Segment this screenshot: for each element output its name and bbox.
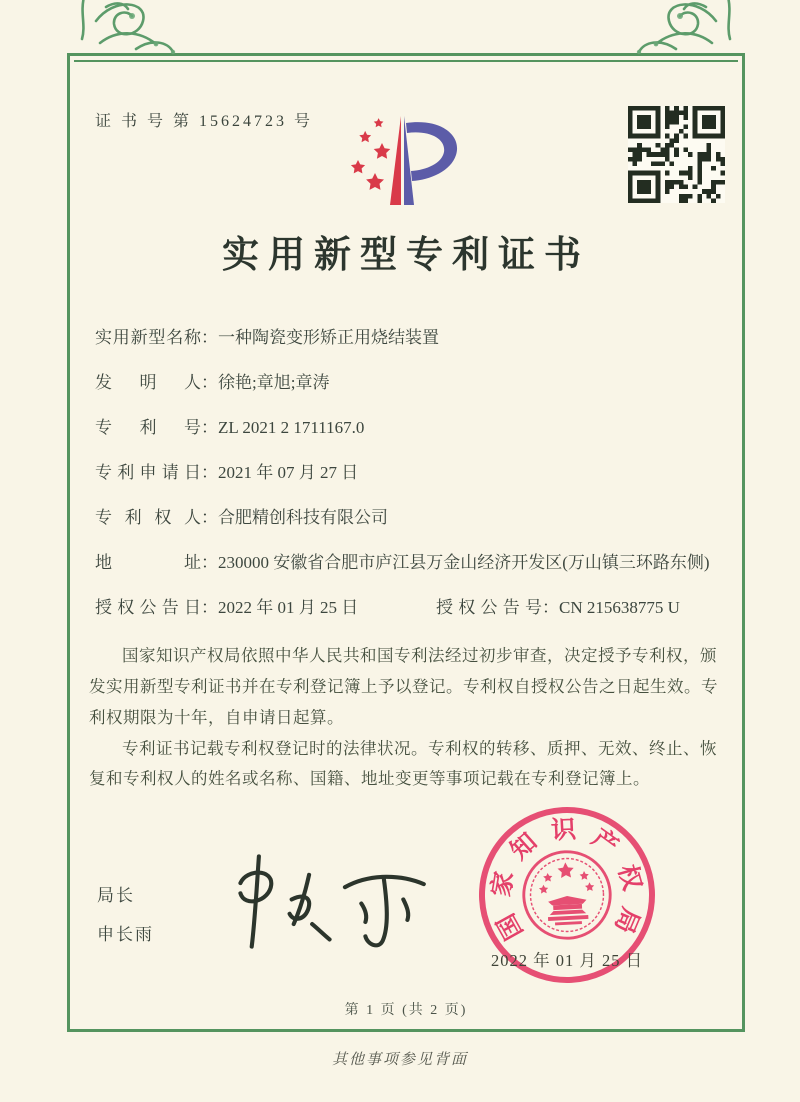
qr-code	[628, 106, 725, 203]
seal-ring-char: 家	[488, 869, 519, 899]
field-label: 专利号	[95, 418, 201, 437]
certificate-title: 实用新型专利证书	[222, 235, 590, 276]
field-colon: ：	[201, 373, 218, 392]
corner-flourish-icon	[636, 0, 736, 59]
field-value: 一种陶瓷变形矫正用烧结装置	[218, 328, 439, 347]
signer-name: 申长雨	[97, 925, 154, 944]
field-label: 地址	[95, 553, 201, 572]
certificate-inner-area	[74, 60, 738, 1018]
signer-role: 局长	[97, 886, 135, 905]
field-colon: ：	[201, 328, 218, 347]
field-value: ZL 2021 2 1711167.0	[218, 418, 365, 437]
notice-paragraph-1: 国家知识产权局依照中华人民共和国专利法经过初步审查，决定授予专利权，颁发实用新型专利证书并在专利登记簿上予以登记。专利权自授权公告之日起生效。专利权期限为十年，自申请日起算。	[89, 646, 718, 727]
certificate-number: 证 书 号 第 15624723 号	[95, 113, 314, 130]
field-row-patent-no	[95, 415, 720, 441]
notice-paragraph-2: 专利证书记载专利权登记时的法律状况。专利权的转移、质押、无效、终止、恢复和专利权人的姓名或名称、国籍、地址变更等事项记载在专利登记簿上。	[89, 738, 717, 789]
field-label: 专利申请日	[95, 463, 201, 482]
field-value: 2021 年 07 月 27 日	[218, 463, 359, 482]
field-row-patentee	[95, 505, 720, 531]
page-number: 第 1 页 (共 2 页)	[344, 1003, 468, 1018]
field-value: 230000 安徽省合肥市庐江县万金山经济开发区(万山镇三环路东侧)	[218, 553, 710, 572]
field-value: 合肥精创科技有限公司	[218, 508, 388, 527]
seal-ring-char: 权	[612, 861, 646, 894]
seal-date: 2022 年 01 月 25 日	[490, 951, 644, 970]
seal-ring-char: 知	[505, 828, 543, 866]
signature-handwriting	[222, 849, 432, 954]
field-row-filing-date	[95, 460, 720, 486]
back-side-note: 其他事项参见背面	[331, 1052, 468, 1068]
field-colon: ：	[201, 463, 218, 482]
field-colon: ：	[201, 553, 218, 572]
field-value: CN 215638775 U	[559, 598, 680, 617]
field-row-name	[95, 325, 720, 351]
legal-notice	[89, 641, 725, 795]
field-row-address	[95, 550, 720, 576]
field-colon: ：	[542, 598, 559, 617]
field-label: 授权公告号	[436, 598, 542, 617]
field-value: 徐艳;章旭;章涛	[218, 373, 330, 392]
field-label: 专利权人	[95, 508, 201, 527]
field-colon: ：	[201, 508, 218, 527]
field-list	[95, 325, 720, 640]
field-label: 实用新型名称	[95, 328, 201, 347]
field-colon: ：	[201, 598, 218, 617]
national-emblem-icon	[517, 845, 618, 946]
field-label: 授权公告日	[95, 598, 201, 617]
field-colon: ：	[201, 418, 218, 437]
corner-flourish-icon	[76, 0, 176, 59]
seal-ring-char: 识	[550, 816, 577, 845]
certificate-border-frame	[67, 53, 745, 1032]
field-label: 发明人	[95, 373, 201, 392]
seal-ring-char: 产	[586, 824, 623, 861]
seal-ring-char: 局	[609, 903, 644, 937]
cnipa-logo-icon	[330, 110, 470, 206]
field-value: 2022 年 01 月 25 日	[218, 598, 359, 617]
field-row-inventors	[95, 370, 720, 396]
field-row-grant	[95, 595, 720, 621]
seal-ring-char: 国	[492, 908, 529, 944]
